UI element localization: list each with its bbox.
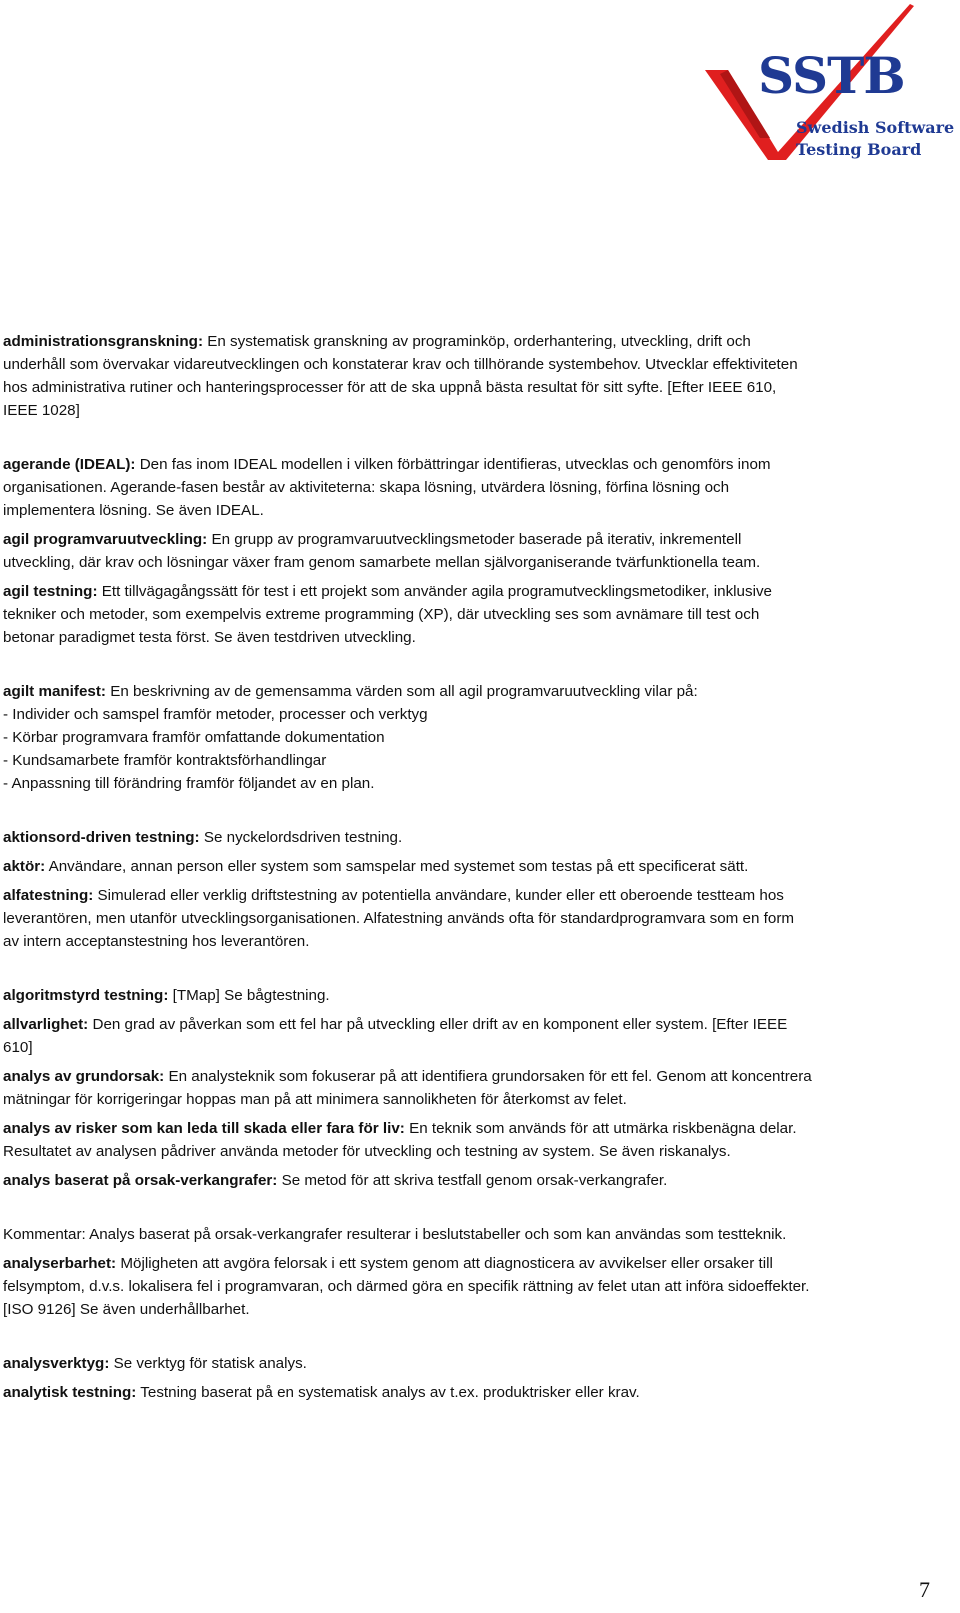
- entry-term: agil programvaruutveckling:: [3, 531, 208, 548]
- glossary-entry: [3, 1252, 813, 1321]
- glossary-entry: [3, 826, 813, 849]
- entry-definition: Den grad av påverkan som ett fel har på utveckling eller drift av en komponent eller system. [Efter IEEE 610]: [3, 1016, 788, 1056]
- glossary-entry: [3, 580, 813, 649]
- entry-term: administrationsgranskning:: [3, 333, 203, 350]
- entry-term: alfatestning:: [3, 887, 94, 904]
- entry-definition: En analysteknik som fokuserar på att identifiera grundorsaken för ett fel. Genom att koncentrera mätningar för korrigeringar hoppas man på att minimera sannolikheten för återkomst av felet.: [3, 1068, 812, 1108]
- entry-definition: Se metod för att skriva testfall genom orsak-verkangrafer.: [277, 1172, 668, 1189]
- glossary-entry: [3, 1013, 813, 1059]
- entry-definition: Se verktyg för statisk analys.: [109, 1355, 307, 1372]
- entry-definition: Möjligheten att avgöra felorsak i ett system genom att diagnosticera av avvikelser eller orsaker till felsymptom, d.v.s. lokalisera fel i programvaran, och därmed göra en specifik rättning av felet utan att införa sidoeffekter. [ISO 9126] Se även underhållbarhet.: [3, 1255, 810, 1318]
- entry-term: agilt manifest:: [3, 683, 106, 700]
- glossary-entry: [3, 528, 813, 574]
- glossary-entry: [3, 1065, 813, 1111]
- entry-term: analys av grundorsak:: [3, 1068, 165, 1085]
- entry-definition: En systematisk granskning av programinköp, orderhantering, utveckling, drift och underhåll som övervakar vidareutvecklingen och konstaterar krav och tillhörande systembehov. Utvecklar effektiviteten hos administrativa rutiner och hanteringsprocesser för att de ska uppnå bästa resultat för sitt syfte. [Efter IEEE 610, IEEE 1028]: [3, 333, 798, 419]
- entry-definition: Ett tillvägagångssätt för test i ett projekt som använder agila programutvecklingsmetodiker, inklusive tekniker och metoder, som exempelvis extreme programming (XP), där utveckling ses som avnämare till test och betonar paradigmet testa först. Se även testdriven utveckling.: [3, 583, 772, 646]
- glossary-comment: [3, 1223, 813, 1246]
- manifest-item: - Kundsamarbete framför kontraktsförhandlingar: [3, 752, 327, 769]
- manifest-item: - Individer och samspel framför metoder, processer och verktyg: [3, 706, 428, 723]
- entry-definition: Se nyckelordsdriven testning.: [199, 829, 403, 846]
- glossary-entry: [3, 1117, 813, 1163]
- glossary-entry: [3, 330, 813, 422]
- entry-term: algoritmstyrd testning:: [3, 987, 169, 1004]
- entry-definition: Den fas inom IDEAL modellen i vilken förbättringar identifieras, utvecklas och genomförs inom organisationen. Agerande-fasen består av aktiviteterna: skapa lösning, utvärdera lösning, förfina lösning och implementera lösning. Se även IDEAL.: [3, 456, 771, 519]
- entry-term: analysverktyg:: [3, 1355, 110, 1372]
- manifest-item: - Anpassning till förändring framför följandet av en plan.: [3, 775, 375, 792]
- glossary-entry: [3, 1352, 813, 1375]
- page-number: 7: [919, 1577, 930, 1602]
- entry-definition: Användare, annan person eller system som samspelar med systemet som testas på ett specificerat sätt.: [45, 858, 749, 875]
- sstb-logo: [700, 2, 955, 172]
- logo-subtitle-line1: Swedish Software: [796, 118, 955, 137]
- logo-name: SSTB: [758, 46, 905, 105]
- entry-term: agil testning:: [3, 583, 98, 600]
- logo-subtitle-line2: Testing Board: [796, 140, 922, 159]
- entry-definition: En grupp av programvaruutvecklingsmetoder baserade på iterativ, inkrementell utveckling, där krav och lösningar växer fram genom samarbete mellan självorganiserande tvärfunktionella team.: [3, 531, 761, 571]
- glossary-entry: [3, 1169, 813, 1192]
- entry-definition: Simulerad eller verklig driftstestning av potentiella användare, kunder eller ett oberoende testteam hos leverantören, men utanför utvecklingsorganisationen. Alfatestning används ofta för standardprogramvara som en form av intern acceptanstestning hos leverantören.: [3, 887, 795, 950]
- entry-term: allvarlighet:: [3, 1016, 89, 1033]
- entry-term: analyserbarhet:: [3, 1255, 117, 1272]
- entry-term: analys baserat på orsak-verkangrafer:: [3, 1172, 278, 1189]
- entry-definition: [TMap] Se bågtestning.: [168, 987, 330, 1004]
- glossary-entry: [3, 984, 813, 1007]
- entry-term: agerande (IDEAL):: [3, 456, 136, 473]
- glossary-entry: [3, 453, 813, 522]
- entry-definition: En teknik som används för att utmärka riskbenägna delar. Resultatet av analysen pådriver använda metoder för utveckling och testning av system. Se även riskanalys.: [3, 1120, 797, 1160]
- glossary-content: [3, 330, 813, 1404]
- glossary-entry: [3, 884, 813, 953]
- entry-term: aktionsord-driven testning:: [3, 829, 200, 846]
- manifest-item: - Körbar programvara framför omfattande dokumentation: [3, 729, 385, 746]
- entry-term: aktör:: [3, 858, 46, 875]
- glossary-entry: [3, 680, 813, 703]
- entry-term: analys av risker som kan leda till skada eller fara för liv:: [3, 1120, 405, 1137]
- comment-text: Kommentar: Analys baserat på orsak-verkangrafer resulterar i beslutstabeller och som kan användas som testteknik.: [3, 1226, 787, 1243]
- glossary-entry: [3, 1381, 813, 1404]
- entry-definition: En beskrivning av de gemensamma värden som all agil programvaruutveckling vilar på:: [105, 683, 698, 700]
- entry-term: analytisk testning:: [3, 1384, 137, 1401]
- glossary-entry: [3, 855, 813, 878]
- entry-definition: Testning baserat på en systematisk analys av t.ex. produktrisker eller krav.: [136, 1384, 640, 1401]
